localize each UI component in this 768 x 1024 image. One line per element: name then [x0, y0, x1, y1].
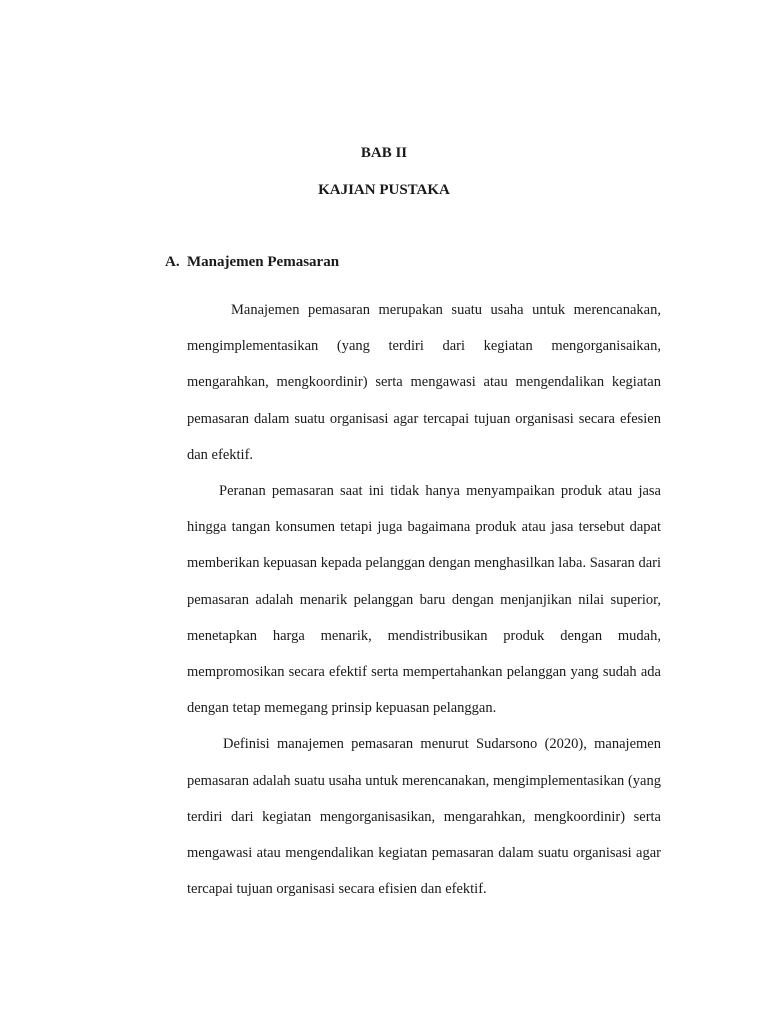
body-text: [187, 292, 661, 907]
section-letter: A.: [165, 254, 180, 270]
paragraph-1: Manajemen pemasaran merupakan suatu usaha untuk merencanakan, mengimplementasikan (yang terdiri dari kegiatan mengorganisaikan, mengarahkan, mengkoordinir) serta mengawasi atau mengendalikan kegiatan pemasaran dalam suatu organisasi agar tercapai tujuan organisasi secara efesien dan efektif.: [187, 302, 661, 463]
section-heading: [165, 254, 339, 271]
paragraph-2: Peranan pemasaran saat ini tidak hanya menyampaikan produk atau jasa hingga tangan konsumen tetapi juga bagaimana produk atau jasa tersebut dapat memberikan kepuasan kepada pelanggan dengan menghasilkan laba. Sasaran dari pemasaran adalah menarik pelanggan baru dengan menjanjikan nilai superior, menetapkan harga menarik, mendistribusikan produk dengan mudah, mempromosikan secara efektif serta mempertahankan pelanggan yang sudah ada dengan tetap memegang prinsip kepuasan pelanggan.: [187, 483, 661, 717]
paragraph-3: Definisi manajemen pemasaran menurut Sudarsono (2020), manajemen pemasaran adalah suatu usaha untuk merencanakan, mengimplementasikan (yang terdiri dari kegiatan mengorganisasikan, mengarahkan, mengkoordinir) serta mengawasi atau mengendalikan kegiatan pemasaran dalam suatu organisasi agar tercapai tujuan organisasi secara efisien dan efektif.: [187, 736, 661, 898]
chapter-title: KAJIAN PUSTAKA: [318, 182, 450, 198]
chapter-number: BAB II: [360, 145, 408, 161]
section-title: Manajemen Pemasaran: [187, 254, 340, 270]
